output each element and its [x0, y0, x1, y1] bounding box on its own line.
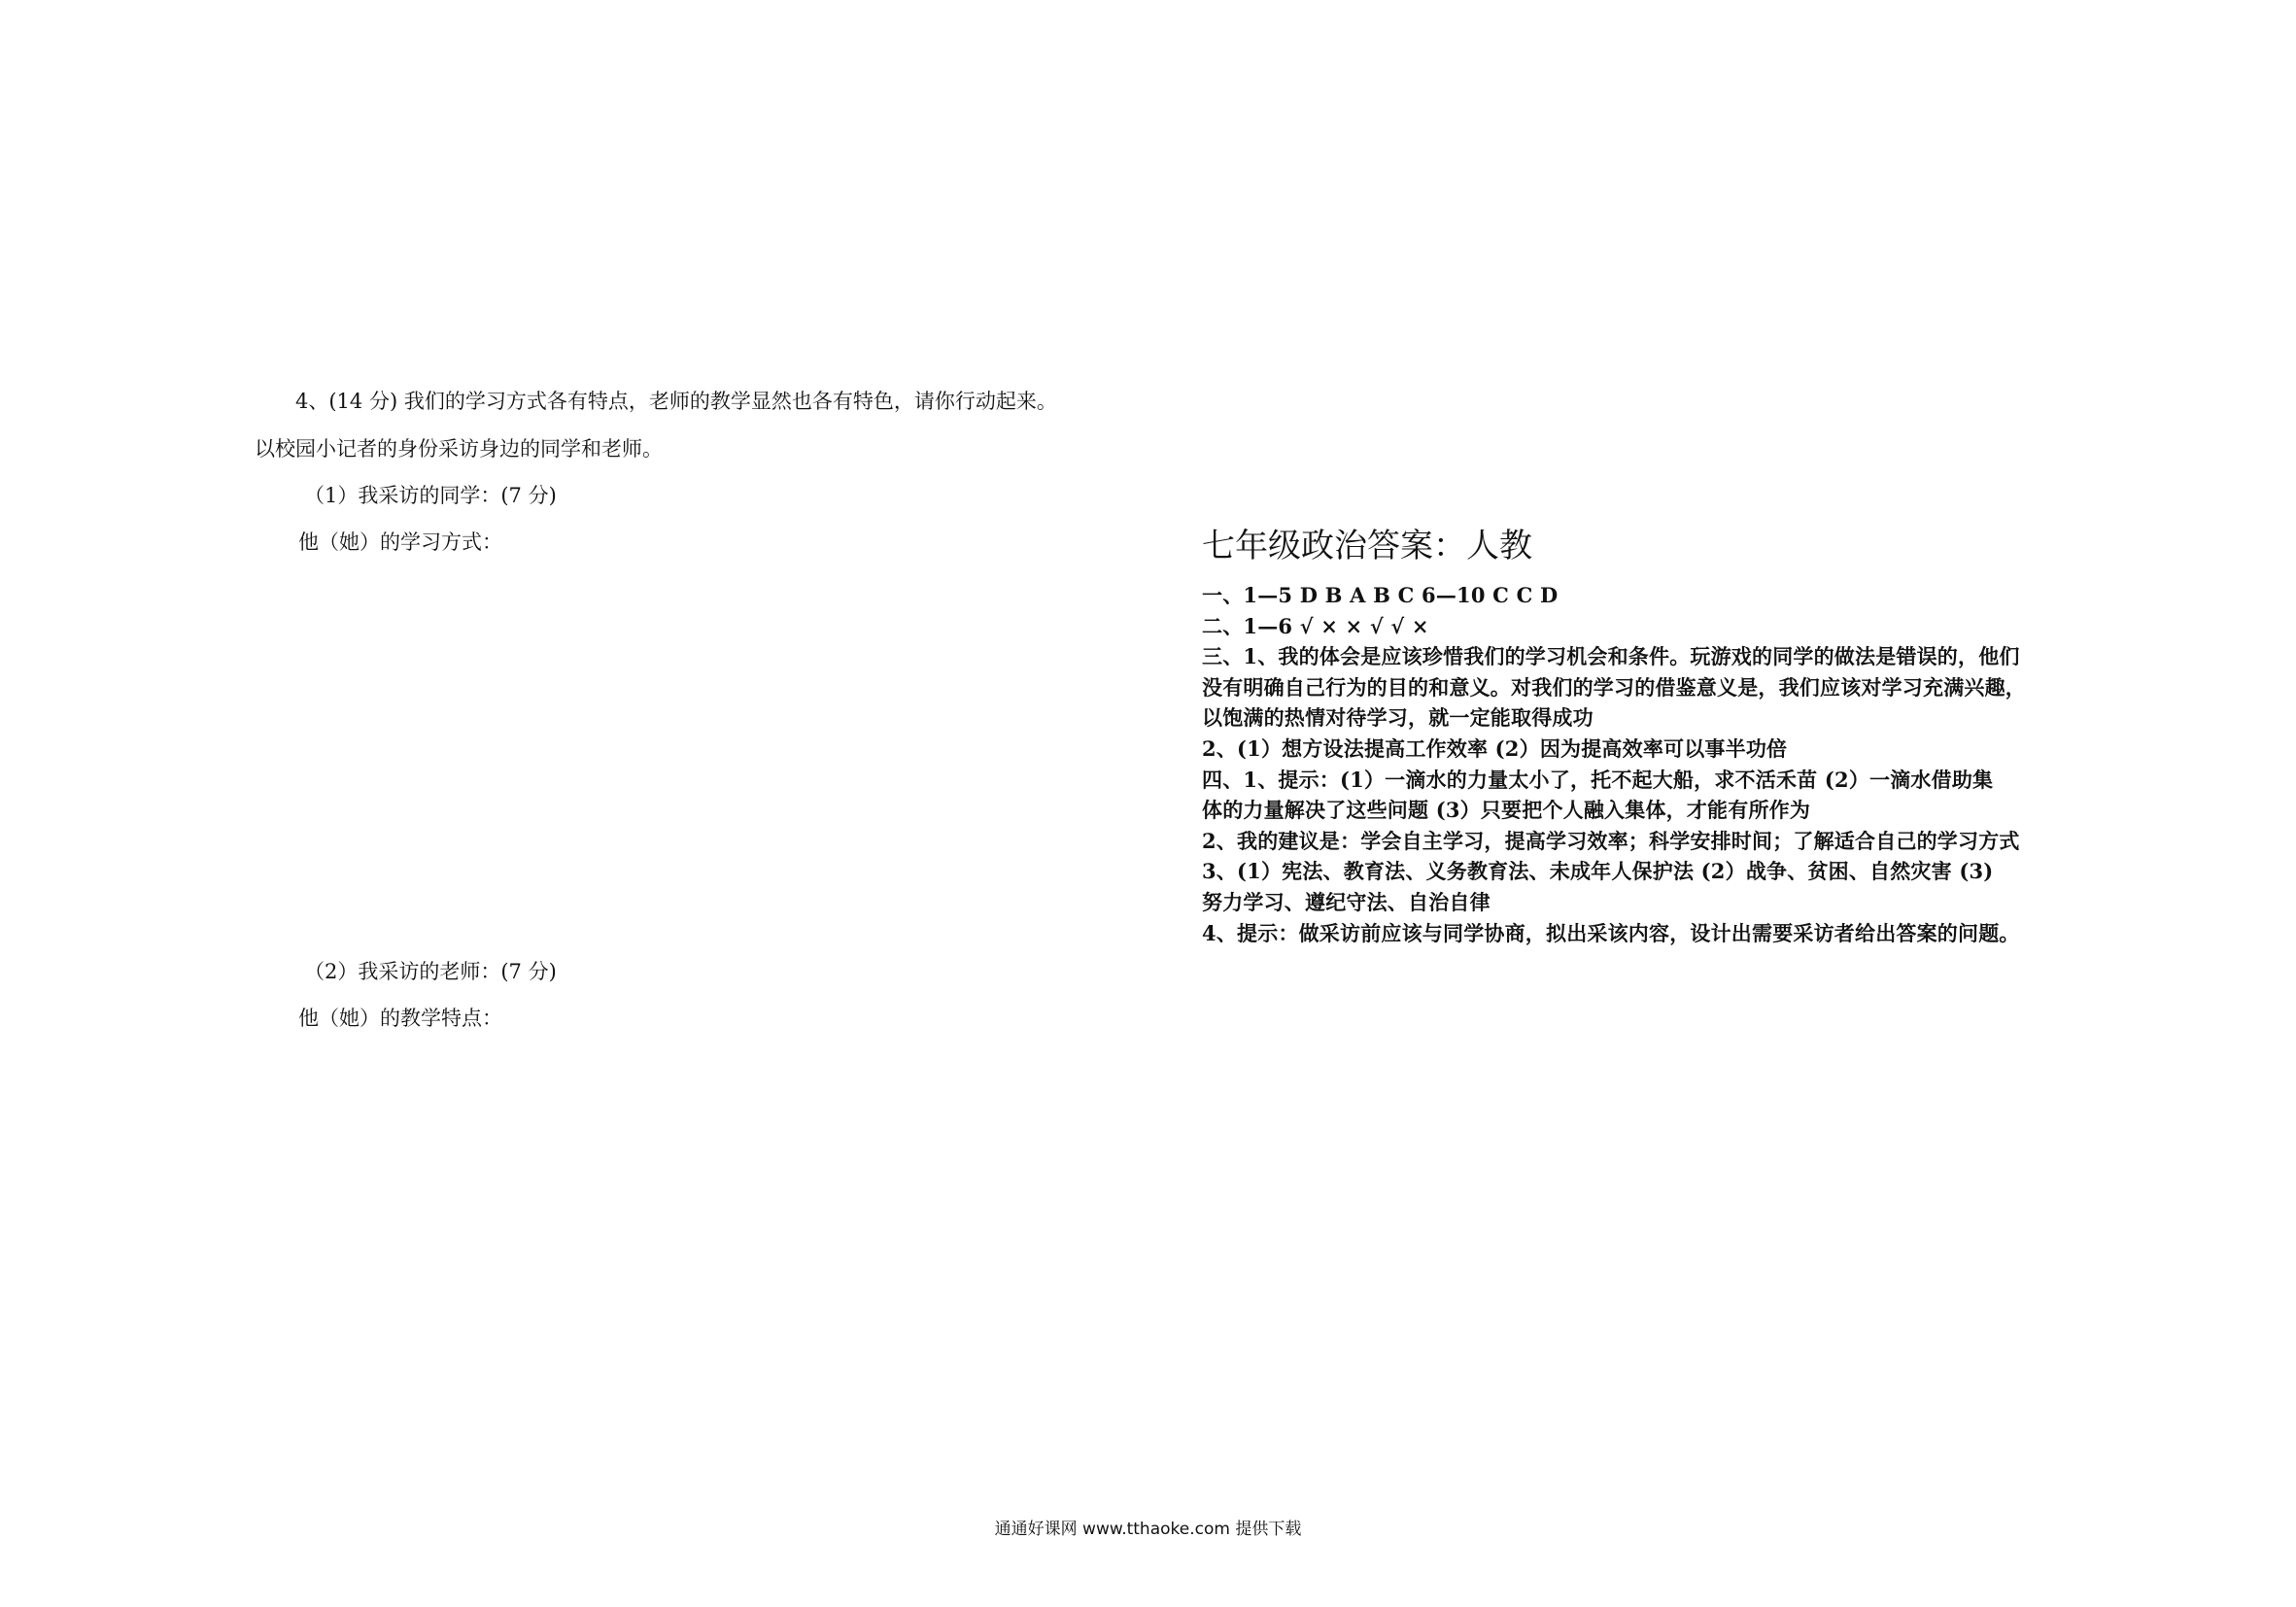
question-4-instruction: 以校园小记者的身份采访身边的同学和老师。 [255, 437, 663, 461]
answer-line: 2、我的建议是：学会自主学习，提高学习效率；科学安排时间；了解适合自己的学习方式 [1202, 828, 2020, 853]
answer-line: 四、1、提示：(1）一滴水的力量太小了，托不起大船，求不活禾苗 (2）一滴水借助集 [1202, 767, 1994, 792]
page-footer: 通通好课网 www.tthaoke.com 提供下载 [994, 1520, 1302, 1539]
answer-line: 努力学习、遵纪守法、自治自律 [1202, 889, 1491, 914]
answer-key-title: 七年级政治答案：人教 [1202, 527, 1532, 565]
answer-line: 二、1—6 √ × × √ √ × [1202, 613, 1429, 638]
question-4-part-1: （1）我采访的同学：(7 分) [304, 484, 557, 507]
question-4-prompt: 4、(14 分) 我们的学习方式各有特点，老师的教学显然也各有特色，请你行动起来。 [295, 390, 1057, 413]
answer-line: 2、(1）想方设法提高工作效率 (2）因为提高效率可以事半功倍 [1202, 735, 1788, 761]
answer-line: 没有明确自己行为的目的和意义。对我们的学习的借鉴意义是，我们应该对学习充满兴趣， [1202, 674, 2026, 700]
answer-line: 三、1、我的体会是应该珍惜我们的学习机会和条件。玩游戏的同学的做法是错误的，他们 [1202, 644, 2020, 669]
question-4-part-1-prompt: 他（她）的学习方式： [298, 530, 502, 554]
answer-line: 3、(1）宪法、教育法、义务教育法、未成年人保护法 (2）战争、贫困、自然灾害 (3) [1202, 859, 1994, 884]
question-4-part-2-prompt: 他（她）的教学特点： [298, 1007, 502, 1030]
question-4-part-2: （2）我采访的老师：(7 分) [304, 960, 557, 983]
answer-key-body [1202, 580, 2043, 948]
answer-line: 一、1—5 D B A B C 6—10 C C D [1202, 583, 1559, 607]
answer-line: 以饱满的热情对待学习，就一定能取得成功 [1202, 705, 1593, 731]
answer-line: 4、提示：做采访前应该与同学协商，拟出采该内容，设计出需要采访者给出答案的问题。 [1202, 920, 2020, 945]
answer-line: 体的力量解决了这些问题 (3）只要把个人融入集体，才能有所作为 [1202, 798, 1811, 823]
